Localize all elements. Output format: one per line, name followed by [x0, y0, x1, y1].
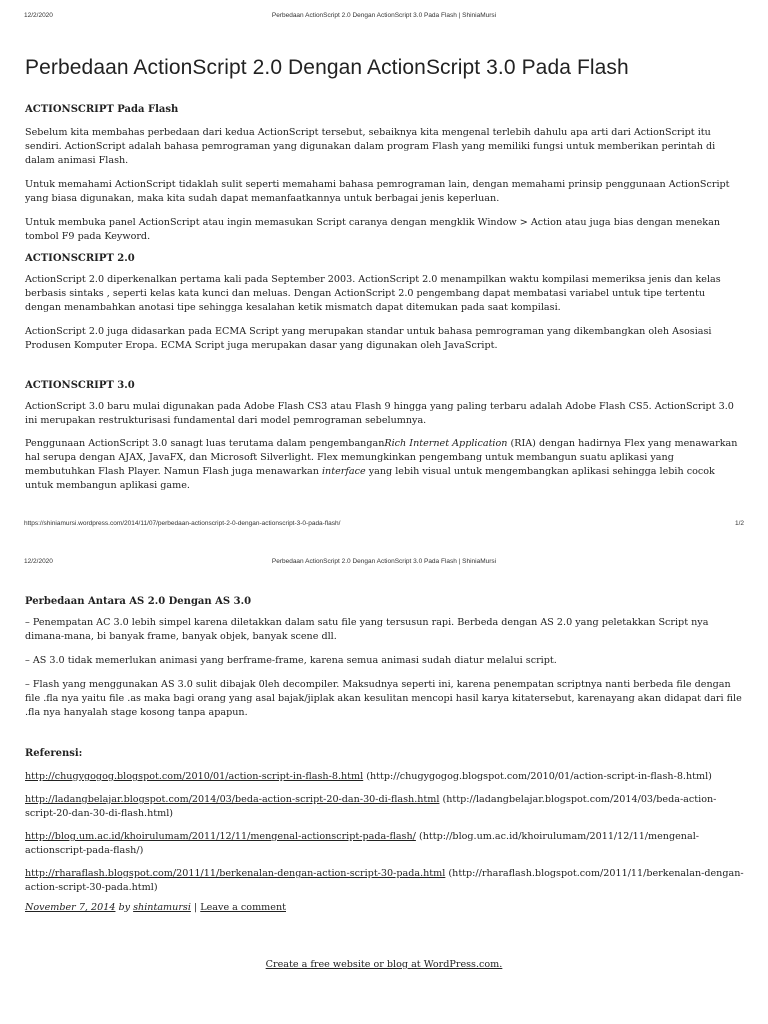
print-date: 12/2/2020 — [24, 558, 53, 565]
text: (RIA) dengan hadirnya Flex yang menawarkan hal serupa dengan AJAX, JavaFX, dan Microsoft Silverlight. Flex memungkinkan pengembang untuk membangun suatu aplikasi yang membutuhkan Flash Player. Namun Flash juga menawarkan — [25, 438, 738, 477]
reference-url: (http://chugygogog.blogspot.com/2010/01/action-script-in-flash-8.html) — [363, 771, 712, 782]
reference-item — [25, 830, 744, 858]
paragraph-ria — [25, 437, 744, 493]
by-text: by — [115, 902, 134, 913]
paragraph: Untuk memahami ActionScript tidaklah sulit seperti memahami bahasa pemrograman lain, dengan memahami prinsip penggunaan ActionScript yang biasa digunakan, maka kita sudah dapat memanfaatkannya untuk berbagai jenis keperluan. — [25, 179, 730, 204]
paragraph: ActionScript 2.0 diperkenalkan pertama kali pada September 2003. ActionScript 2.0 menampilkan waktu kompilasi memeriksa jenis dan kelas berbasis sintaks , seperti kelas kata kunci dan meluas. Dengan ActionScript 2.0 pengembang dapat membatasi variabel untuk tipe tertentu dengan menambahkan anotasi tipe sehingga kesalahan ketik mismatch dapat ditemukan pada saat kompilasi. — [25, 274, 721, 313]
print-title: Perbedaan ActionScript 2.0 Dengan ActionScript 3.0 Pada Flash | ShiniaMursi — [271, 12, 497, 19]
paragraph: – Penempatan AC 3.0 lebih simpel karena diletakkan dalam satu file yang tersusun rapi. Berbeda dengan AS 2.0 yang peletakkan Script nya dimana-mana, bi banyak frame, banyak objek, banyak scene dll. — [25, 617, 709, 642]
separator: | — [190, 902, 201, 913]
reference-url: (http://ladangbelajar.blogspot.com/2014/03/beda-action-script-20-dan-30-di-flash.html) — [25, 794, 717, 819]
page-title: Perbedaan ActionScript 2.0 Dengan ActionScript 3.0 Pada Flash — [25, 56, 629, 79]
reference-url: (http://rharaflash.blogspot.com/2011/11/berkenalan-dengan-action-script-30-pada.html) — [25, 868, 744, 893]
leave-comment-link[interactable]: Leave a comment — [200, 902, 286, 913]
reference-item — [25, 793, 744, 821]
reference-item — [25, 867, 744, 895]
print-date: 12/2/2020 — [24, 12, 53, 19]
section-heading-as3: ACTIONSCRIPT 3.0 — [25, 380, 135, 391]
print-url: https://shiniamursi.wordpress.com/2014/11/07/perbedaan-actionscript-2-0-dengan-actionscript-3-0-pada-flash/ — [24, 520, 341, 527]
page-2-content — [25, 596, 744, 913]
page-1-content — [25, 56, 744, 493]
reference-link[interactable]: http://ladangbelajar.blogspot.com/2014/03/beda-action-script-20-dan-30-di-flash.html — [25, 794, 440, 805]
wordpress-link[interactable]: Create a free website or blog at WordPress.com. — [265, 959, 503, 970]
section-heading-perbedaan: Perbedaan Antara AS 2.0 Dengan AS 3.0 — [25, 596, 252, 607]
site-footer — [0, 959, 768, 970]
text: Penggunaan ActionScript 3.0 sanagt luas terutama dalam pengembangan — [25, 438, 385, 449]
print-title: Perbedaan ActionScript 2.0 Dengan ActionScript 3.0 Pada Flash | ShiniaMursi — [271, 558, 497, 565]
page-number: 1/2 — [734, 520, 744, 527]
section-heading-as2: ACTIONSCRIPT 2.0 — [25, 253, 135, 264]
paragraph: – Flash yang menggunakan AS 3.0 sulit dibajak 0leh decompiler. Maksudnya seperti ini, karena penempatan scriptnya nanti berbeda file dengan file .fla nya yaitu file .as maka bagi orang yang asal bajak/jiplak akan kesulitan mencopi hasil karya kitatersebut, karenayang akan didapat dari file .fla nya hanyalah stage kosong tanpa apapun. — [25, 679, 742, 718]
paragraph: Untuk membuka panel ActionScript atau ingin memasukan Script caranya dengan mengklik Window > Action atau juga bias dengan menekan tombol F9 pada Keyword. — [25, 217, 721, 242]
author-link[interactable]: shintamursi — [133, 902, 191, 913]
emphasis-text: Rich Internet Application — [384, 438, 508, 449]
post-date-link[interactable]: November 7, 2014 — [25, 902, 116, 913]
paragraph: – AS 3.0 tidak memerlukan animasi yang berframe-frame, karena semua animasi sudah diatur melalui script. — [25, 655, 557, 666]
paragraph: ActionScript 3.0 baru mulai digunakan pada Adobe Flash CS3 atau Flash 9 hingga yang paling terbaru adalah Adobe Flash CS5. ActionScript 3.0 ini merupakan restrukturisasi fundamental dari model pemrograman sebelumnya. — [25, 401, 734, 426]
post-meta — [25, 902, 744, 913]
reference-link[interactable]: http://rharaflash.blogspot.com/2011/11/berkenalan-dengan-action-script-30-pada.html — [25, 868, 446, 879]
reference-url: (http://blog.um.ac.id/khoirulumam/2011/12/11/mengenal-actionscript-pada-flash/) — [25, 831, 700, 856]
reference-link[interactable]: http://chugygogog.blogspot.com/2010/01/action-script-in-flash-8.html — [25, 771, 364, 782]
paragraph: Sebelum kita membahas perbedaan dari kedua ActionScript tersebut, sebaiknya kita mengenal terlebih dahulu apa arti dari ActionScript itu sendiri. ActionScript adalah bahasa pemrograman yang digunakan dalam program Flash yang memiliki fungsi untuk memberikan perintah di dalam animasi Flash. — [25, 127, 716, 166]
paragraph: ActionScript 2.0 juga didasarkan pada ECMA Script yang merupakan standar untuk bahasa pemrograman yang dikembangkan oleh Asosiasi Produsen Komputer Eropa. ECMA Script juga merupakan dasar yang digunakan oleh JavaScript. — [25, 326, 712, 351]
text: yang lebih visual untuk mengembangkan aplikasi sehingga lebih cocok untuk membangun aplikasi game. — [25, 466, 715, 491]
reference-item — [25, 770, 744, 784]
section-heading-actionscript-flash: ACTIONSCRIPT Pada Flash — [25, 104, 179, 115]
reference-link[interactable]: http://blog.um.ac.id/khoirulumam/2011/12/11/mengenal-actionscript-pada-flash/ — [25, 831, 416, 842]
emphasis-text: interface — [321, 466, 366, 477]
references-heading: Referensi: — [25, 748, 83, 759]
